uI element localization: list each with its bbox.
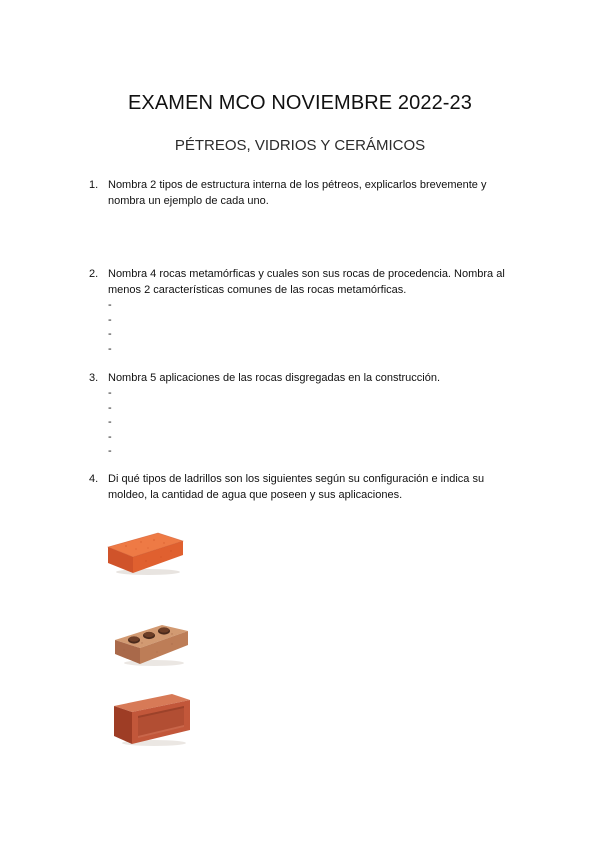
question-number: 1. <box>89 179 99 191</box>
question-number: 3. <box>89 372 99 384</box>
answer-bullet: - <box>108 342 112 355</box>
question-number: 2. <box>89 268 99 280</box>
question-text: Nombra 5 aplicaciones de las rocas disgregadas en la construcción. <box>108 372 441 384</box>
pressed-brick-image <box>110 686 194 748</box>
perforated-brick-image <box>112 612 192 668</box>
answer-bullet: - <box>108 313 112 326</box>
question-2 <box>89 266 519 356</box>
question-4 <box>89 471 519 503</box>
answer-bullet: - <box>108 445 112 457</box>
question-text: Nombra 4 rocas metamórficas y cuales son sus rocas de procedencia. Nombra al menos 2 características comunes de las rocas metamórficas. <box>108 268 505 296</box>
answer-bullet: - <box>108 416 112 428</box>
answer-bullet: - <box>108 430 112 443</box>
question-3 <box>89 370 519 459</box>
answer-bullet: - <box>108 387 112 399</box>
question-text: Di qué tipos de ladrillos son los siguientes según su configuración e indica su moldeo, la cantidad de agua que poseen y sus aplicaciones. <box>108 473 485 501</box>
question-number: 4. <box>89 473 99 485</box>
page-title: EXAMEN MCO NOVIEMBRE 2022-23 <box>127 92 472 114</box>
answer-bullet: - <box>108 401 112 414</box>
question-text: Nombra 2 tipos de estructura interna de los pétreos, explicarlos brevemente y nombra un ejemplo de cada uno. <box>108 179 487 207</box>
answer-bullet: - <box>108 328 112 340</box>
solid-brick-image <box>106 521 186 577</box>
question-1 <box>89 177 519 209</box>
page-subtitle: PÉTREOS, VIDRIOS Y CERÁMICOS <box>174 137 426 154</box>
answer-bullet: - <box>108 299 112 311</box>
